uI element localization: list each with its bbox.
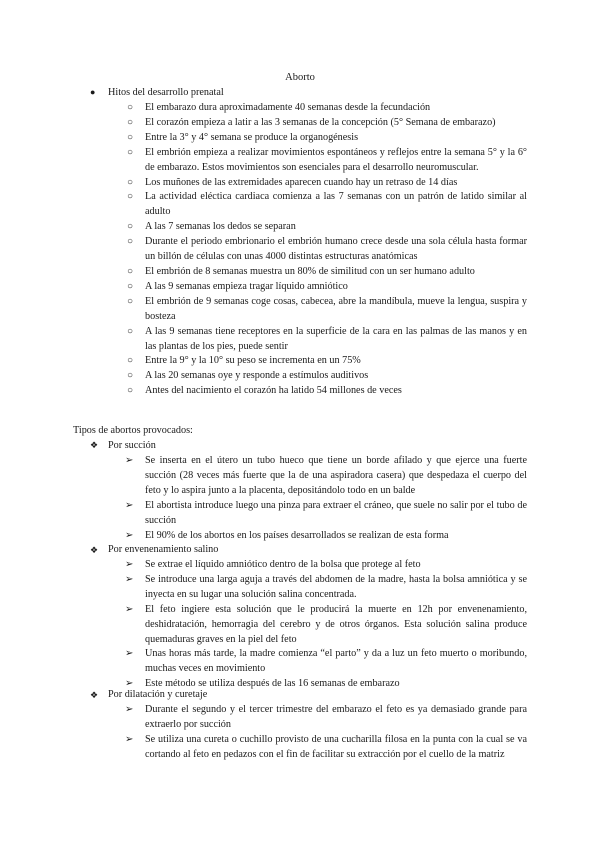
list-item: ○ A las 7 semanas los dedos se separan bbox=[145, 220, 527, 235]
list-item: ○ El embrión de 9 semanas coge cosas, cabecea, abre la mandíbula, mueve la lengua, suspira y bosteza bbox=[127, 295, 527, 322]
group-label-salino: Por envenenamiento salino bbox=[108, 544, 219, 555]
circle-bullet-icon: ○ bbox=[127, 236, 134, 248]
circle-bullet-icon: ○ bbox=[127, 221, 134, 233]
list-item: ○ Entre la 3° y 4° semana se produce la organogénesis bbox=[145, 131, 527, 146]
list-item: ➢ El feto ingiere esta solución que le producirá la muerte en 12h por envenenamiento, deshidratación, hemorragia del cerebro y de otros órganos. Esta solución salina produce quemaduras graves en la piel del feto bbox=[125, 603, 527, 645]
circle-bullet-icon: ○ bbox=[127, 295, 134, 307]
list-item: ○ La actividad eléctica cardiaca comienza a las 7 semanas con un patrón de latido similar al adulto bbox=[127, 191, 527, 218]
group-label-succion: Por succión bbox=[108, 440, 156, 451]
list-item: ○ A las 9 semanas tiene receptores en la superficie de la cara en las palmas de las manos y en las plantas de los pies, puede sentir bbox=[127, 325, 527, 352]
arrow-bullet-icon: ➢ bbox=[125, 559, 134, 570]
bullet-icon: ● bbox=[90, 87, 96, 97]
arrow-bullet-icon: ➢ bbox=[125, 529, 134, 541]
circle-bullet-icon: ○ bbox=[127, 325, 134, 337]
list-item: ➢ El 90% de los abortos en los países desarrollados se realizan de esta forma bbox=[145, 529, 527, 544]
list-item: ○ Durante el periodo embrionario el embrión humano crece desde una sola célula hasta formar un billón de células con unas 4000 distintas estructuras anatómicas bbox=[127, 236, 527, 263]
list-item: ○ A las 9 semanas empieza tragar líquido amniótico bbox=[145, 280, 527, 295]
arrow-bullet-icon: ➢ bbox=[125, 704, 134, 715]
circle-bullet-icon: ○ bbox=[127, 116, 134, 128]
section-heading-tipos: Tipos de abortos provocados: bbox=[73, 425, 193, 436]
page-title: Aborto bbox=[285, 72, 315, 83]
succion-list bbox=[125, 454, 527, 543]
arrow-bullet-icon: ➢ bbox=[125, 573, 134, 585]
list-item: ➢ El abortista introduce luego una pinza para extraer el cráneo, que suele no salir por el tubo de succión bbox=[125, 499, 527, 526]
circle-bullet-icon: ○ bbox=[127, 191, 134, 203]
dilatacion-list bbox=[125, 703, 527, 763]
list-item: ○ El embrión de 8 semanas muestra un 80% de similitud con un ser humano adulto bbox=[145, 265, 527, 280]
circle-bullet-icon: ○ bbox=[127, 102, 134, 113]
arrow-bullet-icon: ➢ bbox=[125, 455, 134, 466]
arrow-bullet-icon: ➢ bbox=[125, 603, 134, 615]
arrow-bullet-icon: ➢ bbox=[125, 678, 134, 690]
circle-bullet-icon: ○ bbox=[127, 370, 134, 382]
group-label-dilatacion: Por dilatación y curetaje bbox=[108, 689, 208, 700]
circle-bullet-icon: ○ bbox=[127, 355, 134, 367]
circle-bullet-icon: ○ bbox=[127, 176, 134, 188]
list-item: ○ A las 20 semanas oye y responde a estímulos auditivos bbox=[145, 369, 527, 384]
list-item: ○ El embrión empieza a realizar movimientos espontáneos y reflejos entre la semana 5° y la 6° de embarazo. Estos movimientos son esenciales para el desarrollo neuromuscular. bbox=[127, 146, 527, 173]
list-item: ➢ Se extrae el líquido amniótico dentro de la bolsa que protege al feto bbox=[145, 558, 527, 573]
list-item: ➢ Unas horas más tarde, la madre comienza “el parto” y da a luz un feto muerto o moribundo, muchas veces en movimiento bbox=[125, 648, 527, 675]
arrow-bullet-icon: ➢ bbox=[125, 733, 134, 745]
diamond-bullet-icon: ❖ bbox=[90, 690, 99, 700]
circle-bullet-icon: ○ bbox=[127, 146, 134, 158]
list-item: ➢ Este método se utiliza después de las 16 semanas de embarazo bbox=[145, 677, 527, 692]
circle-bullet-icon: ○ bbox=[127, 280, 134, 292]
list-item: ○ El embarazo dura aproximadamente 40 semanas desde la fecundación bbox=[145, 101, 527, 116]
list-item: ○ Entre la 9° y la 10° su peso se incrementa en un 75% bbox=[145, 354, 527, 369]
list-item: ➢ Durante el segundo y el tercer trimestre del embarazo el feto es ya demasiado grande para extraerlo por succión bbox=[125, 704, 527, 730]
list-item: ○ Antes del nacimiento el corazón ha latido 54 millones de veces bbox=[145, 384, 527, 399]
list-item: ➢ Se utiliza una cureta o cuchillo provisto de una cucharilla filosa en la punta con la cual se va cortando al feto en pedazos con el fin de facilitar su extracción por el cuello de la matriz bbox=[125, 733, 527, 760]
diamond-bullet-icon: ❖ bbox=[90, 545, 99, 555]
arrow-bullet-icon: ➢ bbox=[125, 499, 134, 511]
list-item: ○ Los muñones de las extremidades aparecen cuando hay un retraso de 14 días bbox=[145, 176, 527, 191]
circle-bullet-icon: ○ bbox=[127, 385, 134, 397]
hitos-list bbox=[127, 101, 527, 399]
diamond-bullet-icon: ❖ bbox=[90, 440, 99, 450]
salino-list bbox=[125, 558, 527, 692]
list-item: ○ El corazón empieza a latir a las 3 semanas de la concepción (5° Semana de embarazo) bbox=[145, 116, 527, 131]
section-heading-hitos: Hitos del desarrollo prenatal bbox=[108, 87, 224, 98]
circle-bullet-icon: ○ bbox=[127, 131, 134, 143]
arrow-bullet-icon: ➢ bbox=[125, 648, 134, 660]
list-item: ➢ Se introduce una larga aguja a través del abdomen de la madre, hasta la bolsa amniótica y se inyecta en su lugar una solución salina concentrada. bbox=[125, 573, 527, 600]
list-item: ➢ Se inserta en el útero un tubo hueco que tiene un borde afilado y que ejerce una fuerte succión (28 veces más fuerte que la de una aspiradora casera) que despedaza el cuerpo del feto y lo aspira junto a la placenta, depositándolo todo en un balde bbox=[125, 455, 527, 496]
circle-bullet-icon: ○ bbox=[127, 265, 134, 277]
